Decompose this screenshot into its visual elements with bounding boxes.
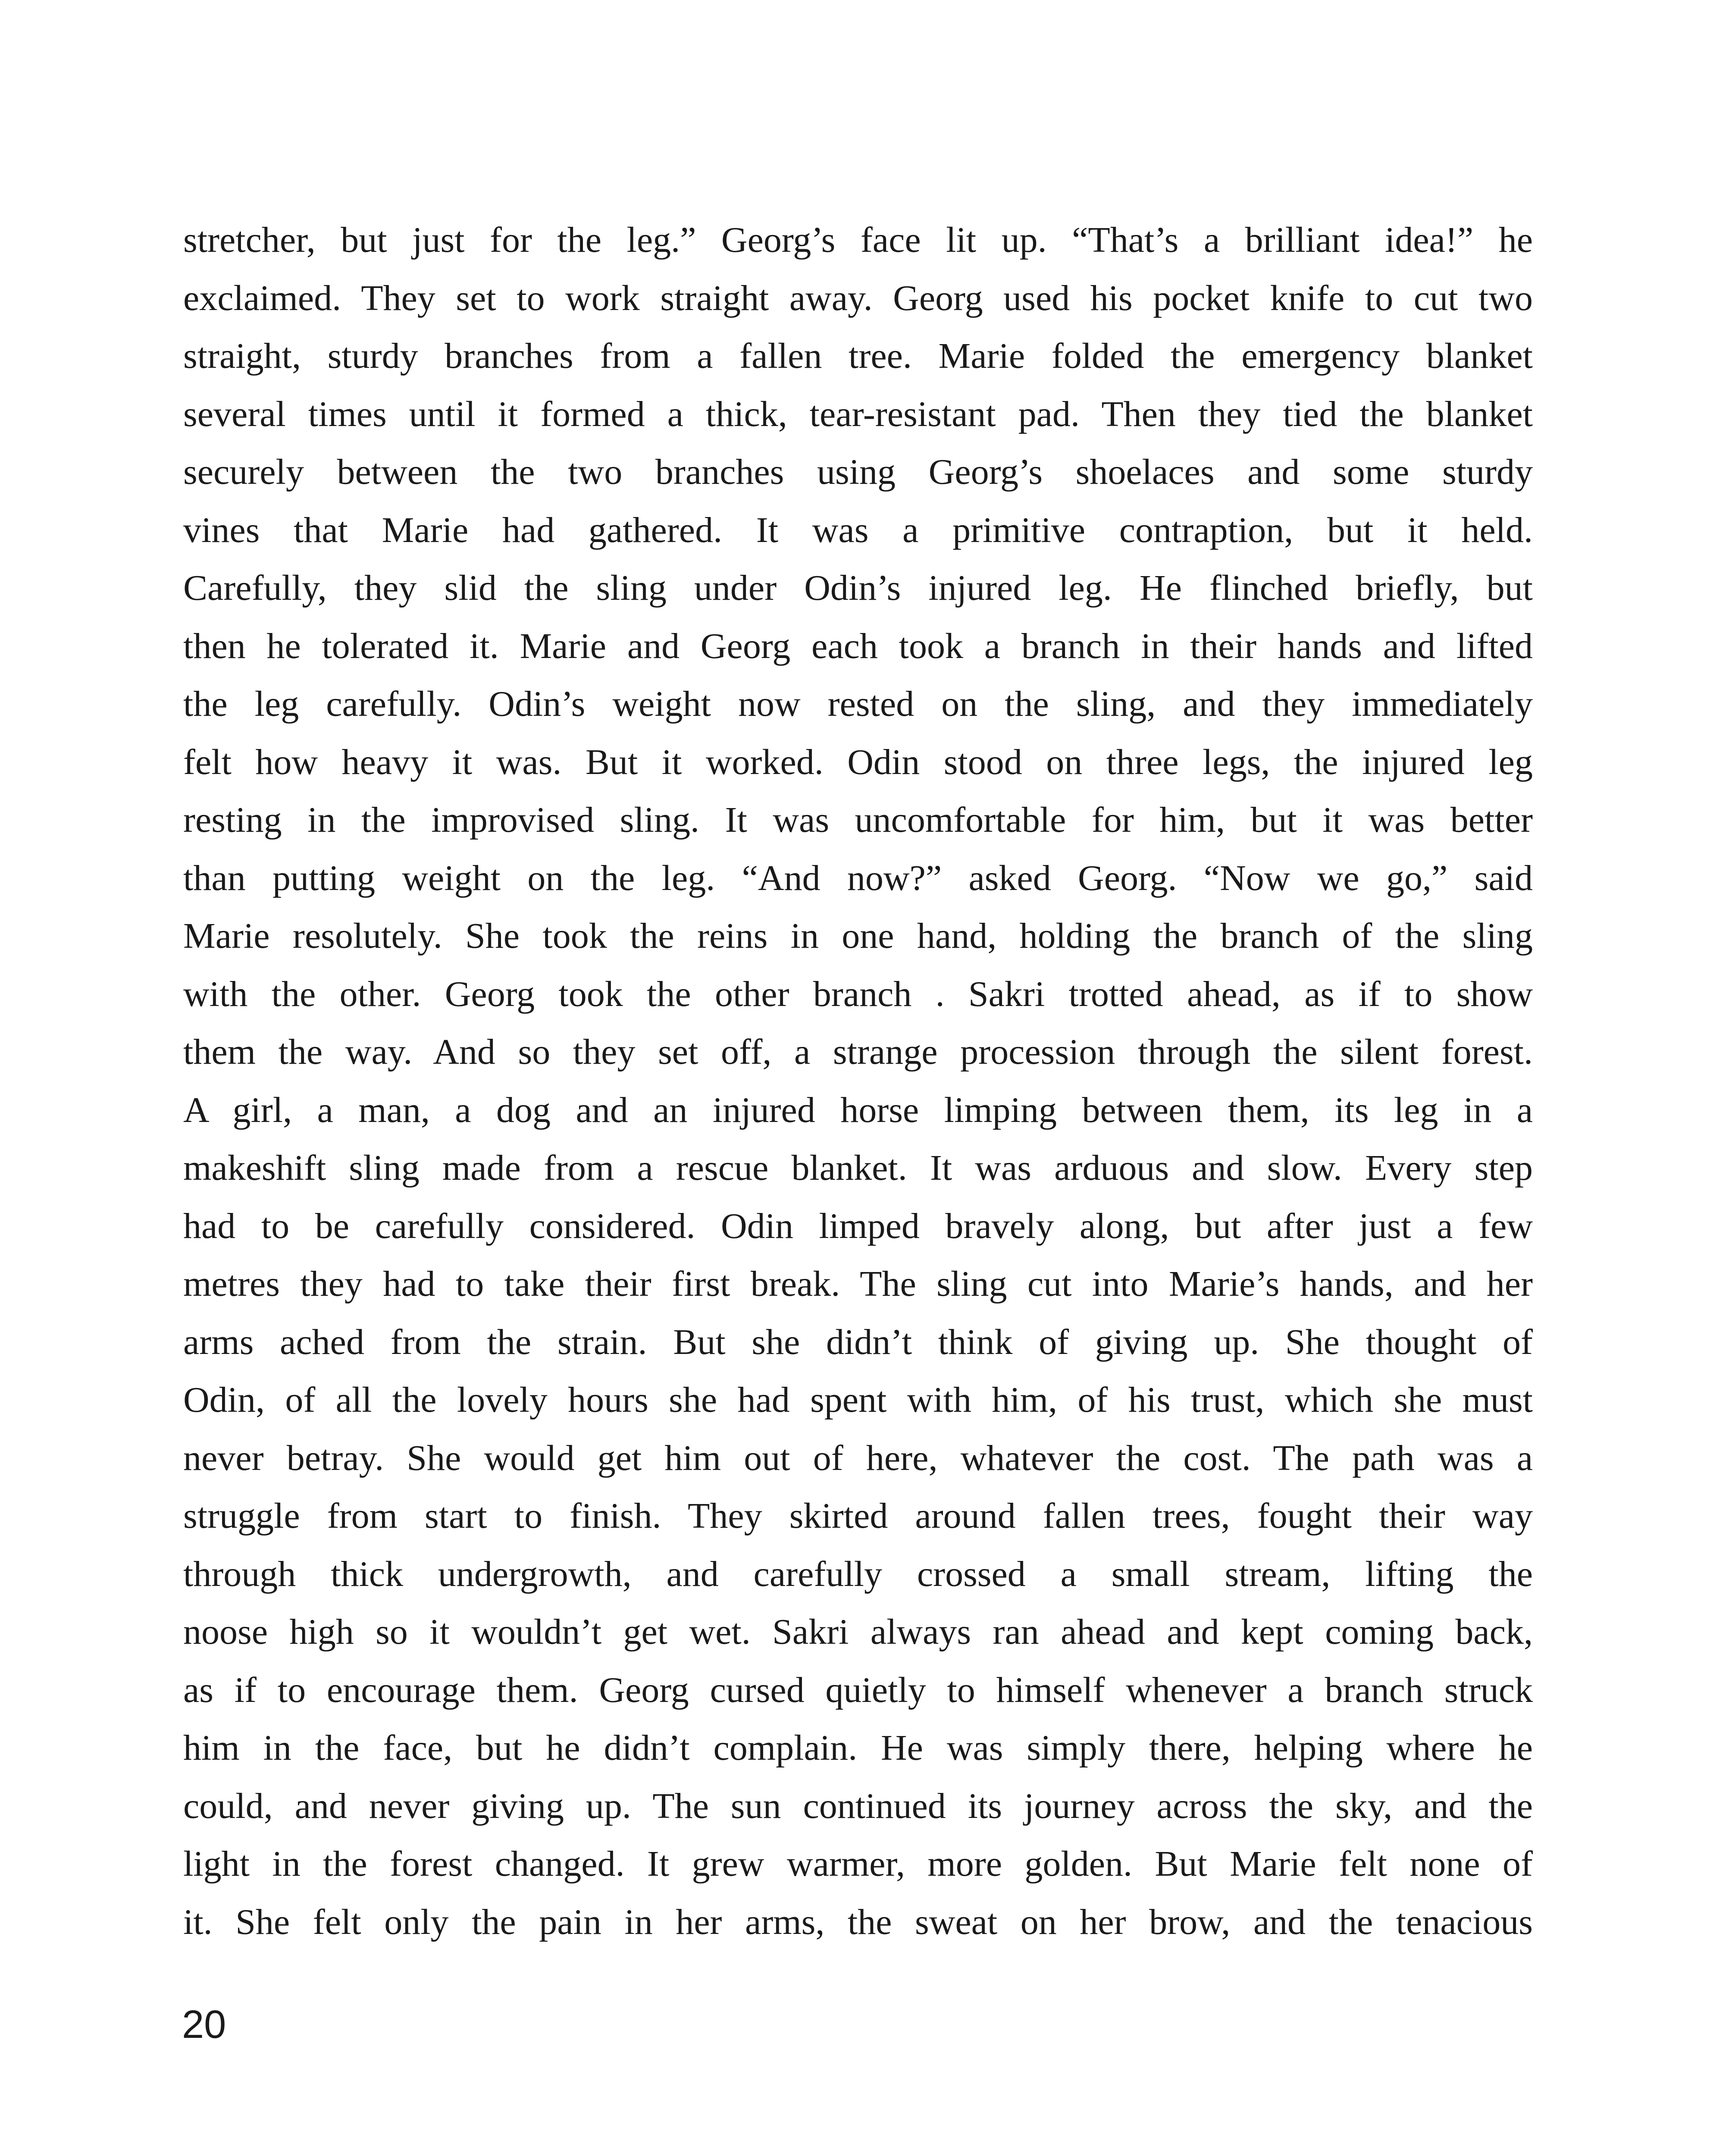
text-line: arms ached from the strain. But she didn’t think of giving up. She thought of	[183, 1322, 1533, 1362]
text-line: never betray. She would get him out of here, whatever the cost. The path was a	[183, 1438, 1533, 1478]
text-line: Odin, of all the lovely hours she had spent with him, of his trust, which she must	[183, 1380, 1533, 1420]
text-line: stretcher, but just for the leg.” Georg’s face lit up. “That’s a brilliant idea!” he	[183, 220, 1533, 260]
text-line: securely between the two branches using Georg’s shoelaces and some sturdy	[183, 452, 1533, 492]
text-line: them the way. And so they set off, a strange procession through the silent forest.	[183, 1032, 1533, 1072]
text-line: him in the face, but he didn’t complain. He was simply there, helping where he	[183, 1728, 1533, 1768]
text-line: straight, sturdy branches from a fallen tree. Marie folded the emergency blanket	[183, 336, 1533, 376]
text-line: resting in the improvised sling. It was uncomfortable for him, but it was better	[183, 800, 1533, 840]
text-line: had to be carefully considered. Odin limped bravely along, but after just a few	[183, 1206, 1533, 1246]
text-line: light in the forest changed. It grew warmer, more golden. But Marie felt none of	[183, 1844, 1533, 1884]
text-line: struggle from start to finish. They skirted around fallen trees, fought their way	[183, 1496, 1533, 1536]
text-line: Marie resolutely. She took the reins in one hand, holding the branch of the sling	[183, 916, 1533, 956]
text-line: could, and never giving up. The sun continued its journey across the sky, and the	[183, 1786, 1533, 1826]
text-line: exclaimed. They set to work straight away. Georg used his pocket knife to cut two	[183, 278, 1533, 318]
text-line: through thick undergrowth, and carefully crossed a small stream, lifting the	[183, 1554, 1533, 1594]
text-line: vines that Marie had gathered. It was a primitive contraption, but it held.	[183, 510, 1533, 550]
text-line: than putting weight on the leg. “And now?” asked Georg. “Now we go,” said	[183, 858, 1533, 898]
text-line: Carefully, they slid the sling under Odin’s injured leg. He flinched briefly, but	[183, 568, 1533, 608]
text-line: several times until it formed a thick, tear-resistant pad. Then they tied the blanket	[183, 394, 1533, 434]
body-text	[183, 211, 1533, 1951]
page-number: 20	[182, 2002, 226, 2046]
text-line: A girl, a man, a dog and an injured horse limping between them, its leg in a	[183, 1090, 1533, 1130]
text-line: as if to encourage them. Georg cursed quietly to himself whenever a branch struck	[183, 1670, 1533, 1710]
text-line: felt how heavy it was. But it worked. Odin stood on three legs, the injured leg	[183, 742, 1533, 782]
text-line: then he tolerated it. Marie and Georg each took a branch in their hands and lifted	[183, 626, 1533, 666]
text-line: it. She felt only the pain in her arms, the sweat on her brow, and the tenacious	[183, 1902, 1533, 1942]
text-line: with the other. Georg took the other branch . Sakri trotted ahead, as if to show	[183, 974, 1533, 1014]
text-line: the leg carefully. Odin’s weight now rested on the sling, and they immediately	[183, 684, 1533, 724]
text-line: makeshift sling made from a rescue blanket. It was arduous and slow. Every step	[183, 1148, 1533, 1188]
text-line: noose high so it wouldn’t get wet. Sakri always ran ahead and kept coming back,	[183, 1612, 1533, 1652]
text-line: metres they had to take their first break. The sling cut into Marie’s hands, and her	[183, 1264, 1533, 1304]
